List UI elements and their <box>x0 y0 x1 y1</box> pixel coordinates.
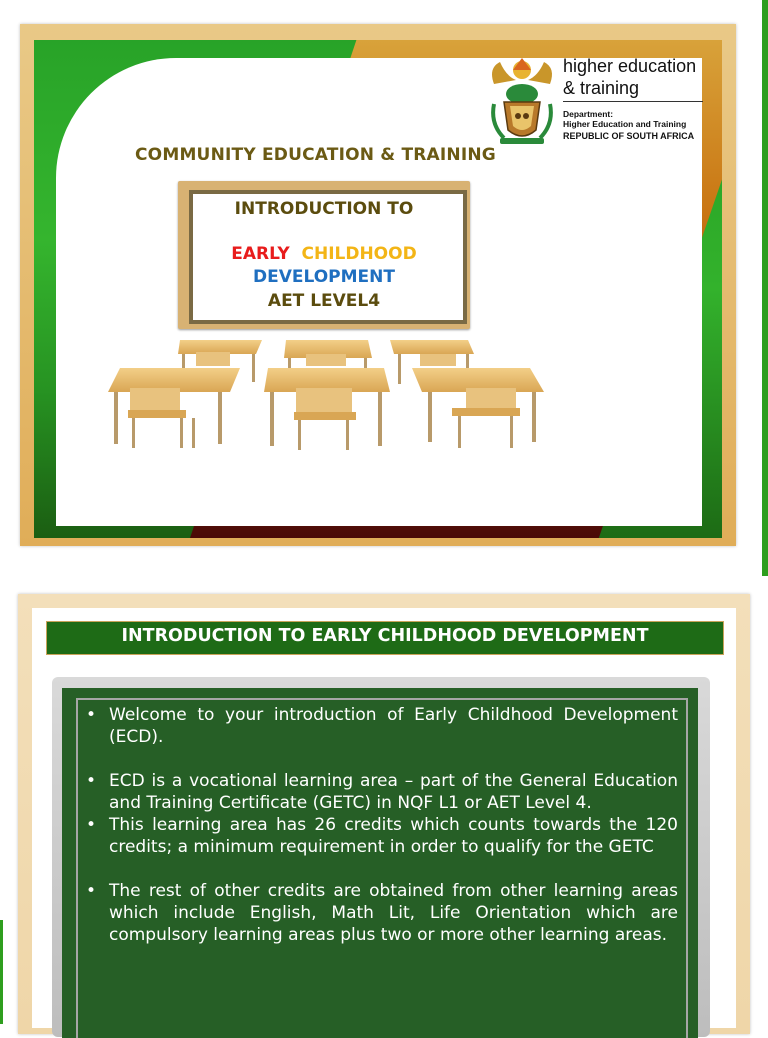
list-item: • The rest of other credits are obtained from other learning areas which include English, Math Lit, Life Orientation which are compulsory learning areas plus two or more other learning areas. <box>86 880 678 946</box>
brand-name-line-1: higher education <box>563 56 697 76</box>
list-item: • ECD is a vocational learning area – part of the General Education and Training Certificate (GETC) in NQF L1 or AET Level 4. <box>86 770 678 814</box>
board-line-2 <box>178 244 470 264</box>
slide-2-title: INTRODUCTION TO EARLY CHILDHOOD DEVELOPMENT <box>121 626 649 646</box>
board-line-1: INTRODUCTION TO <box>234 199 414 219</box>
department-name: Higher Education and Training <box>563 119 687 129</box>
board-line-4: AET LEVEL4 <box>267 291 381 311</box>
slide-1-heading: COMMUNITY EDUCATION & TRAINING <box>135 145 496 165</box>
bullet-list <box>86 704 678 946</box>
desk-front-center <box>264 368 390 450</box>
board-line-3: DEVELOPMENT <box>253 267 395 287</box>
department-label: Department: <box>563 109 614 119</box>
board-word-early: EARLY <box>231 244 290 264</box>
south-africa-coat-of-arms-icon <box>486 54 558 146</box>
desk-front-left <box>108 368 240 448</box>
desk-front-right <box>412 368 544 448</box>
brand-divider <box>563 101 703 102</box>
classroom-desks-icon <box>100 332 560 457</box>
country-name: REPUBLIC OF SOUTH AFRICA <box>563 131 695 141</box>
board-word-childhood: CHILDHOOD <box>301 244 417 264</box>
left-edge-accent <box>0 920 3 1024</box>
list-item: • This learning area has 26 credits which counts towards the 120 credits; a minimum requirement in order to qualify for the GETC <box>86 814 678 858</box>
brand-name-line-2: & training <box>563 78 640 98</box>
list-item: • Welcome to your introduction of Early Childhood Development (ECD). <box>86 704 678 748</box>
right-edge-accent <box>762 0 768 576</box>
